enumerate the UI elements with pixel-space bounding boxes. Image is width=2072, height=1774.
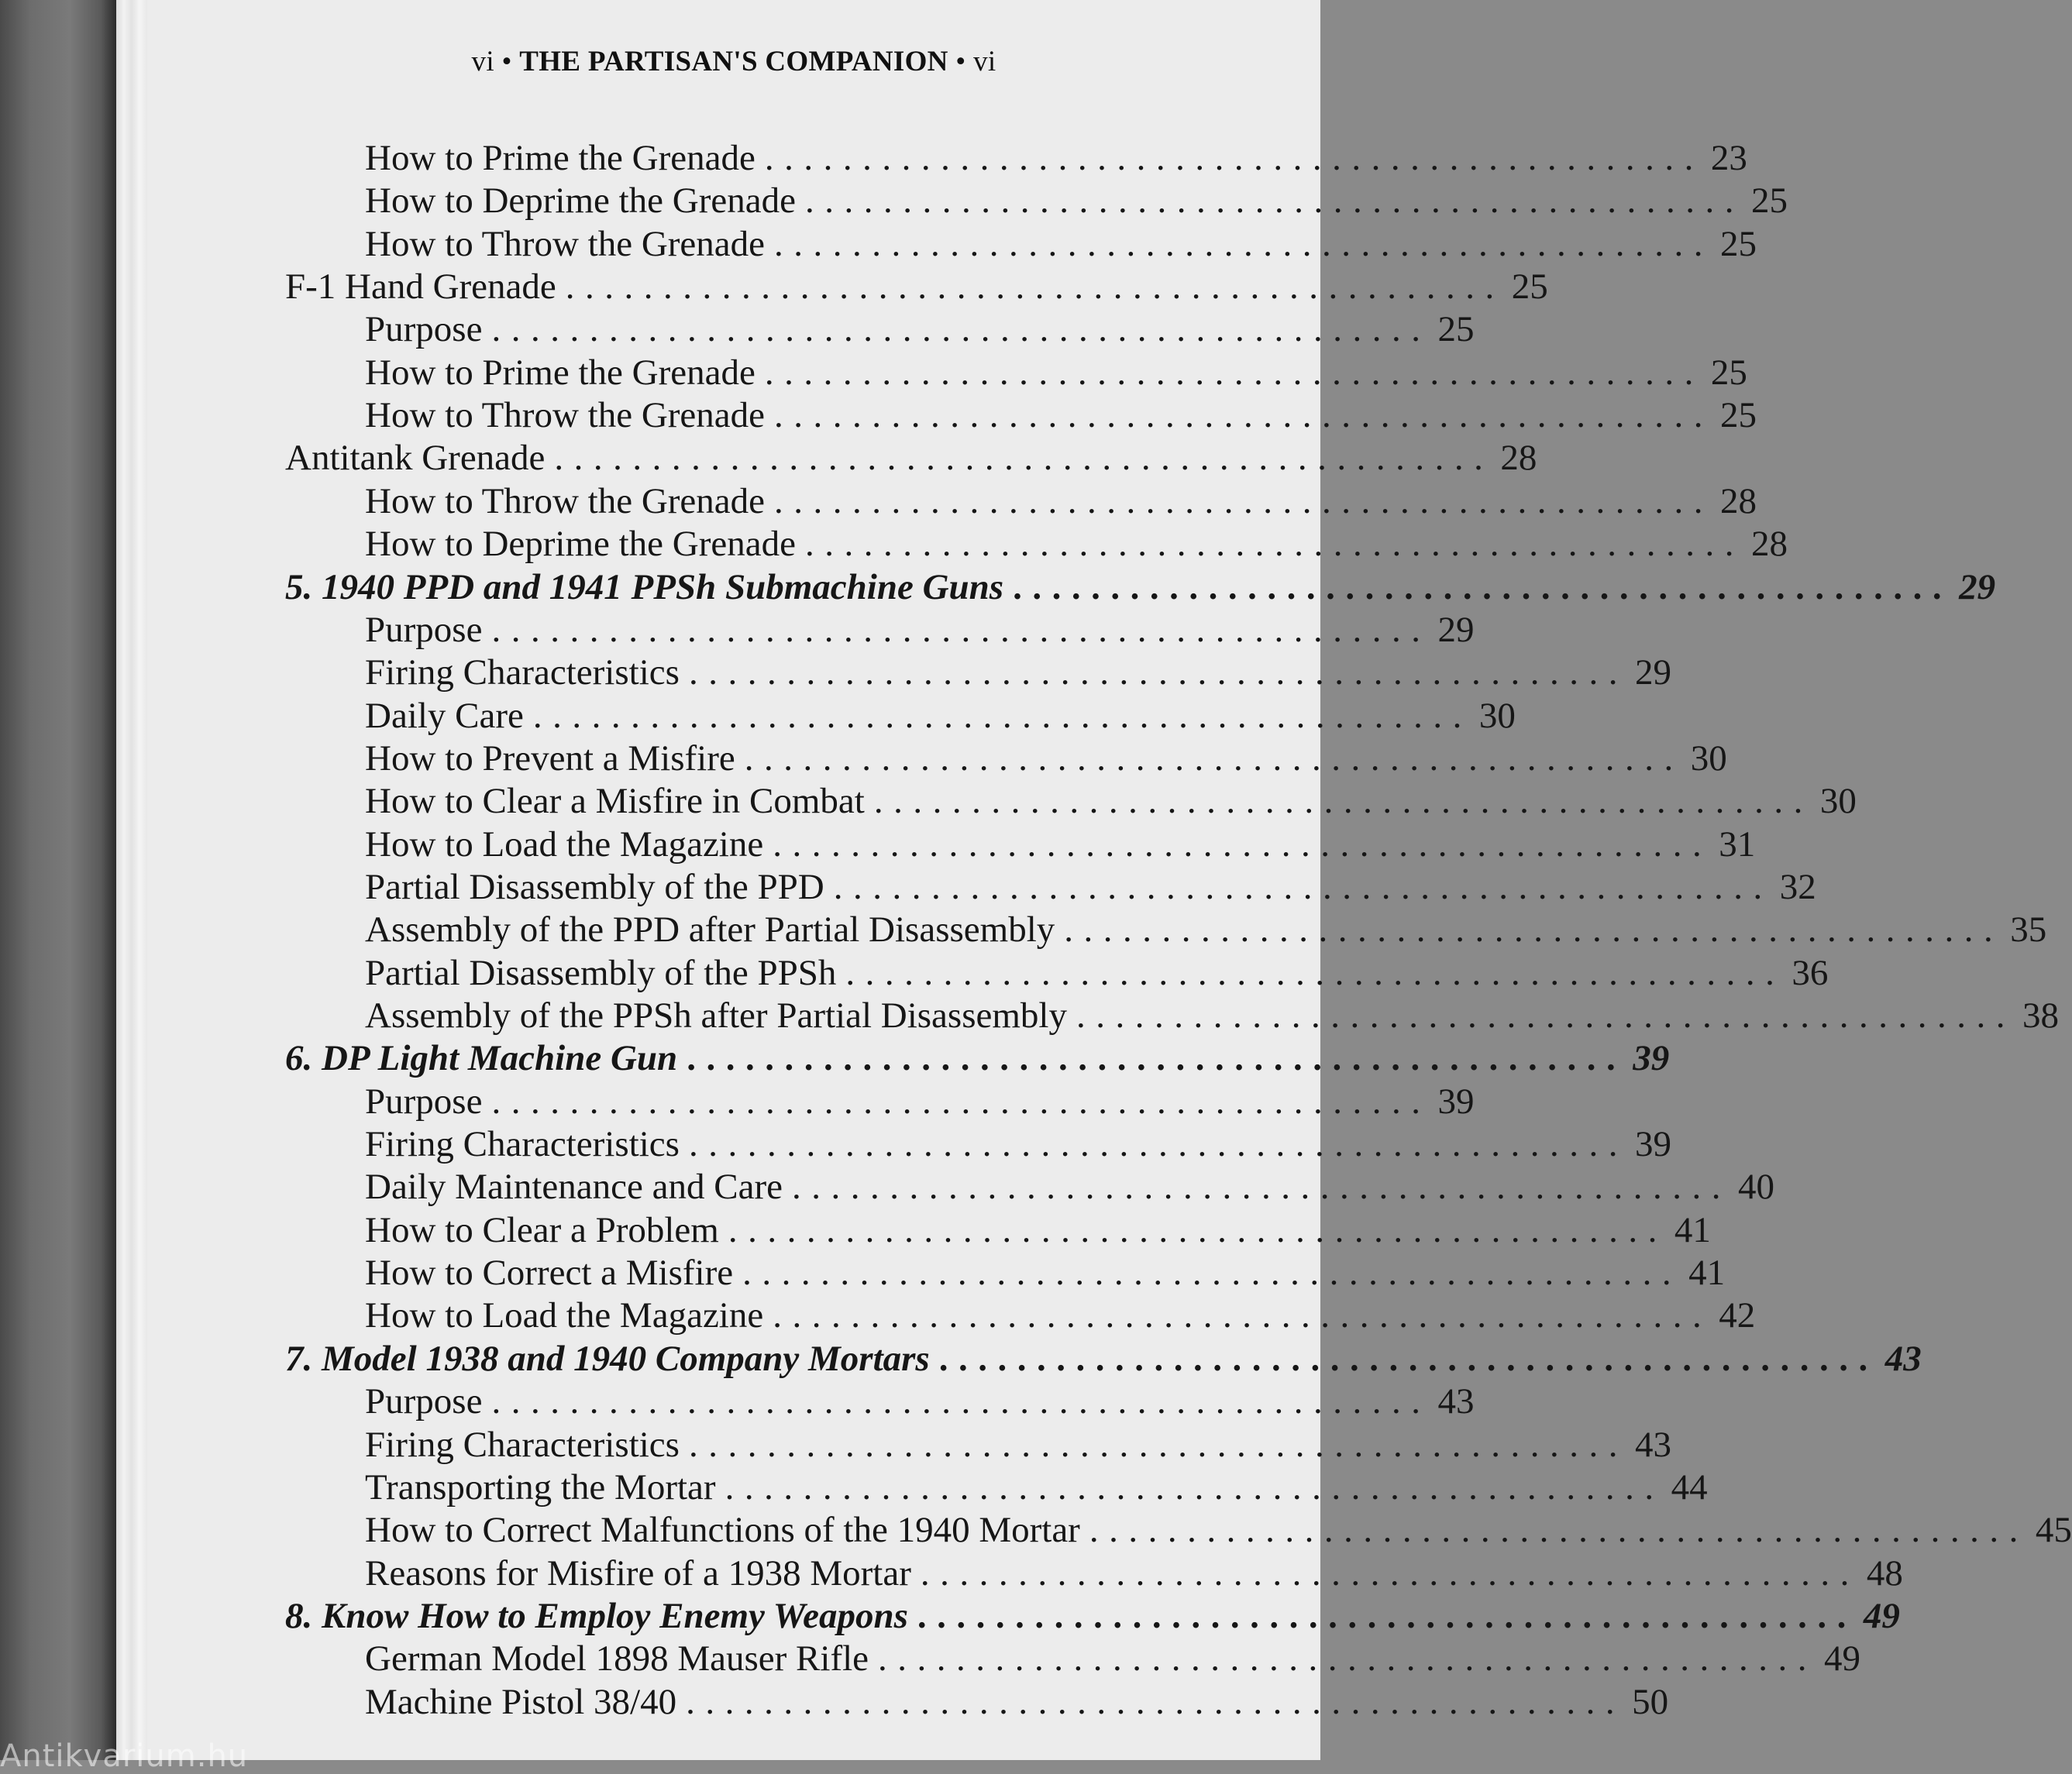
dot-leader: ................................................ xyxy=(1064,909,2004,950)
toc-subsection-row[interactable] xyxy=(365,651,1671,694)
dot-leader: ................................................ xyxy=(845,953,1785,993)
toc-entry-label: German Model 1898 Mauser Rifle xyxy=(365,1638,869,1679)
toc-subsection-row[interactable] xyxy=(365,695,1516,737)
toc-entry-label: How to Clear a Misfire in Combat xyxy=(365,781,865,821)
dot-leader: ................................................ xyxy=(774,224,1713,264)
dot-leader: ................................................ xyxy=(938,1339,1878,1379)
toc-page-number: 39 xyxy=(1633,1038,1670,1078)
toc-entry-label: How to Throw the Grenade xyxy=(365,224,765,264)
toc-entry-label: 5. 1940 PPD and 1941 PPSh Submachine Guns xyxy=(285,567,1004,607)
toc-subsection-row[interactable] xyxy=(365,523,1788,566)
toc-subsection-row[interactable] xyxy=(365,1081,1475,1123)
dot-leader: ................................................ xyxy=(491,309,1431,349)
toc-page-number: 30 xyxy=(1478,696,1516,736)
toc-page-number: 41 xyxy=(1674,1210,1711,1250)
toc-page-number: 25 xyxy=(1750,180,1788,221)
toc-entry-label: Firing Characteristics xyxy=(365,1124,680,1164)
toc-entry-label: How to Deprime the Grenade xyxy=(365,180,796,221)
toc-entry-label: F-1 Hand Grenade xyxy=(285,266,556,307)
toc-subsection-row[interactable] xyxy=(365,1638,1861,1680)
toc-page-number: 41 xyxy=(1688,1253,1726,1293)
dot-leader: ................................................ xyxy=(878,1638,1818,1679)
toc-page-number: 28 xyxy=(1750,524,1788,564)
toc-page-number: 28 xyxy=(1500,438,1537,478)
toc-subsection-row[interactable] xyxy=(365,952,1829,995)
dot-leader: ................................................ xyxy=(725,1467,1664,1508)
toc-page-number: 38 xyxy=(2022,995,2059,1036)
toc-entry-label: How to Correct a Misfire xyxy=(365,1253,734,1293)
dot-leader: ................................................ xyxy=(688,652,1628,693)
header-left-numeral: vi xyxy=(471,46,494,77)
toc-subsection-row[interactable] xyxy=(365,308,1475,351)
toc-entry-label: 7. Model 1938 and 1940 Company Mortars xyxy=(285,1339,930,1379)
toc-subsection-row[interactable] xyxy=(365,137,1747,180)
toc-subsection-row[interactable] xyxy=(365,1209,1711,1252)
toc-page-number: 39 xyxy=(1634,1124,1671,1164)
toc-entry-label: Firing Characteristics xyxy=(365,1425,680,1465)
toc-subsection-row[interactable] xyxy=(365,823,1756,866)
page-edge xyxy=(116,0,147,1760)
toc-entry-label: Purpose xyxy=(365,610,483,650)
book-title: THE PARTISAN'S COMPANION xyxy=(519,46,948,77)
toc-page-number: 49 xyxy=(1863,1596,1900,1636)
dot-leader: ................................................ xyxy=(917,1596,1857,1636)
toc-chapter-row[interactable] xyxy=(285,1595,1900,1638)
toc-page-number: 48 xyxy=(1866,1553,1903,1594)
toc-entry-label: Firing Characteristics xyxy=(365,652,680,693)
book-spine-shadow xyxy=(0,0,116,1760)
dot-leader: ................................................ xyxy=(687,1038,1626,1078)
dot-leader: ................................................ xyxy=(920,1553,1860,1594)
toc-page-number: 32 xyxy=(1779,867,1816,907)
watermark: Antikvarium.hu xyxy=(0,1738,249,1774)
toc-chapter-row[interactable] xyxy=(285,1037,1670,1080)
toc-entry-label: How to Throw the Grenade xyxy=(365,481,765,521)
dot-leader: ................................................ xyxy=(804,524,1744,564)
dot-leader: ................................................ xyxy=(744,738,1684,779)
toc-entry-label: Purpose xyxy=(365,1081,483,1122)
toc-page-number: 25 xyxy=(1511,266,1548,307)
dot-leader: ................................................ xyxy=(532,696,1472,736)
dot-leader: ................................................ xyxy=(1089,1510,2029,1550)
toc-entry-label: How to Prime the Grenade xyxy=(365,138,755,178)
toc-subsection-row[interactable] xyxy=(365,1509,2072,1552)
toc-entry-label: Reasons for Misfire of a 1938 Mortar xyxy=(365,1553,911,1594)
book-page xyxy=(147,0,2072,1760)
toc-subsection-row[interactable] xyxy=(365,352,1747,394)
toc-page-number: 43 xyxy=(1884,1339,1922,1379)
toc-page-number: 36 xyxy=(1791,953,1829,993)
toc-page-number: 28 xyxy=(1720,481,1757,521)
toc-entry-label: How to Load the Magazine xyxy=(365,1295,764,1336)
dot-leader: ................................................ xyxy=(688,1425,1628,1465)
dot-leader: ................................................ xyxy=(773,1295,1712,1336)
dot-leader: ................................................ xyxy=(873,781,1813,821)
dot-leader: ................................................ xyxy=(791,1167,1731,1207)
toc-subsection-row[interactable] xyxy=(365,1294,1756,1337)
toc-subsection-row[interactable] xyxy=(365,995,2059,1037)
toc-entry-label: Daily Maintenance and Care xyxy=(365,1167,783,1207)
toc-entry-label: How to Throw the Grenade xyxy=(365,395,765,435)
dot-leader: ................................................ xyxy=(686,1682,1626,1722)
dot-leader: ................................................ xyxy=(728,1210,1668,1250)
toc-page-number: 45 xyxy=(2035,1510,2072,1550)
dot-leader: ................................................ xyxy=(833,867,1773,907)
toc-section-row[interactable] xyxy=(285,437,1537,480)
toc-subsection-row[interactable] xyxy=(365,394,1757,437)
header-right-numeral: vi xyxy=(973,46,996,77)
toc-chapter-row[interactable] xyxy=(285,566,1996,609)
toc-subsection-row[interactable] xyxy=(365,1166,1774,1208)
dot-leader: ................................................ xyxy=(554,438,1494,478)
toc-subsection-row[interactable] xyxy=(365,1123,1671,1166)
toc-page-number: 23 xyxy=(1710,138,1747,178)
toc-page-number: 49 xyxy=(1824,1638,1861,1679)
toc-entry-label: Assembly of the PPD after Partial Disassembly xyxy=(365,909,1055,950)
toc-entry-label: How to Deprime the Grenade xyxy=(365,524,796,564)
header-bullet-right: • xyxy=(955,46,974,77)
toc-page-number: 42 xyxy=(1719,1295,1756,1336)
toc-page-number: 35 xyxy=(2010,909,2047,950)
toc-entry-label: How to Correct Malfunctions of the 1940 Mortar xyxy=(365,1510,1080,1550)
dot-leader: ................................................ xyxy=(742,1253,1682,1293)
toc-entry-label: How to Clear a Problem xyxy=(365,1210,719,1250)
dot-leader: ................................................ xyxy=(774,395,1713,435)
dot-leader: ................................................ xyxy=(764,352,1704,393)
toc-entry-label: How to Prevent a Misfire xyxy=(365,738,735,779)
toc-entry-label: Daily Care xyxy=(365,696,524,736)
dot-leader: ................................................ xyxy=(774,481,1713,521)
toc-page-number: 30 xyxy=(1690,738,1727,779)
toc-page-number: 25 xyxy=(1720,224,1757,264)
toc-entry-label: 8. Know How to Employ Enemy Weapons xyxy=(285,1596,908,1636)
toc-subsection-row[interactable] xyxy=(365,1380,1475,1423)
toc-subsection-row[interactable] xyxy=(365,909,2047,951)
toc-subsection-row[interactable] xyxy=(365,866,1816,909)
toc-entry-label: Antitank Grenade xyxy=(285,438,546,478)
dot-leader: ................................................ xyxy=(565,266,1505,307)
toc-subsection-row[interactable] xyxy=(365,180,1788,222)
dot-leader: ................................................ xyxy=(491,1081,1431,1122)
toc-subsection-row[interactable] xyxy=(365,1424,1671,1466)
running-header xyxy=(147,45,1320,78)
dot-leader: ................................................ xyxy=(773,824,1712,865)
toc-chapter-row[interactable] xyxy=(285,1338,1922,1380)
toc-page-number: 29 xyxy=(1634,652,1671,693)
toc-entry-label: Transporting the Mortar xyxy=(365,1467,716,1508)
toc-section-row[interactable] xyxy=(285,266,1548,308)
dot-leader: ................................................ xyxy=(491,610,1431,650)
toc-subsection-row[interactable] xyxy=(365,780,1857,823)
toc-page-number: 25 xyxy=(1437,309,1475,349)
toc-entry-label: Partial Disassembly of the PPD xyxy=(365,867,824,907)
toc-page-number: 39 xyxy=(1437,1081,1475,1122)
dot-leader: ................................................ xyxy=(688,1124,1628,1164)
toc-entry-label: How to Load the Magazine xyxy=(365,824,764,865)
dot-leader: ................................................ xyxy=(1076,995,2015,1036)
dot-leader: ................................................ xyxy=(1013,567,1953,607)
toc-page-number: 29 xyxy=(1959,567,1996,607)
toc-subsection-row[interactable] xyxy=(365,609,1475,651)
toc-page-number: 25 xyxy=(1720,395,1757,435)
toc-page-number: 29 xyxy=(1437,610,1475,650)
toc-entry-label: Purpose xyxy=(365,1381,483,1422)
toc-subsection-row[interactable] xyxy=(365,1252,1726,1294)
toc-entry-label: Purpose xyxy=(365,309,483,349)
toc-subsection-row[interactable] xyxy=(365,1681,1669,1724)
toc-entry-label: How to Prime the Grenade xyxy=(365,352,755,393)
toc-subsection-row[interactable] xyxy=(365,480,1757,523)
toc-page-number: 30 xyxy=(1819,781,1857,821)
toc-entry-label: Partial Disassembly of the PPSh xyxy=(365,953,837,993)
toc-subsection-row[interactable] xyxy=(365,1466,1708,1509)
toc-subsection-row[interactable] xyxy=(365,223,1757,266)
toc-subsection-row[interactable] xyxy=(365,1552,1903,1595)
toc-subsection-row[interactable] xyxy=(365,737,1727,780)
toc-entry-label: 6. DP Light Machine Gun xyxy=(285,1038,678,1078)
dot-leader: ................................................ xyxy=(804,180,1744,221)
toc-page-number: 50 xyxy=(1632,1682,1669,1722)
toc-page-number: 44 xyxy=(1671,1467,1708,1508)
toc-entry-label: Assembly of the PPSh after Partial Disassembly xyxy=(365,995,1067,1036)
dot-leader: ................................................ xyxy=(764,138,1704,178)
toc-page-number: 40 xyxy=(1737,1167,1774,1207)
toc-page-number: 43 xyxy=(1634,1425,1671,1465)
toc-page-number: 25 xyxy=(1710,352,1747,393)
header-bullet-left: • xyxy=(501,46,520,77)
toc-entry-label: Machine Pistol 38/40 xyxy=(365,1682,677,1722)
toc-page-number: 31 xyxy=(1719,824,1756,865)
toc-page-number: 43 xyxy=(1437,1381,1475,1422)
dot-leader: ................................................ xyxy=(491,1381,1431,1422)
